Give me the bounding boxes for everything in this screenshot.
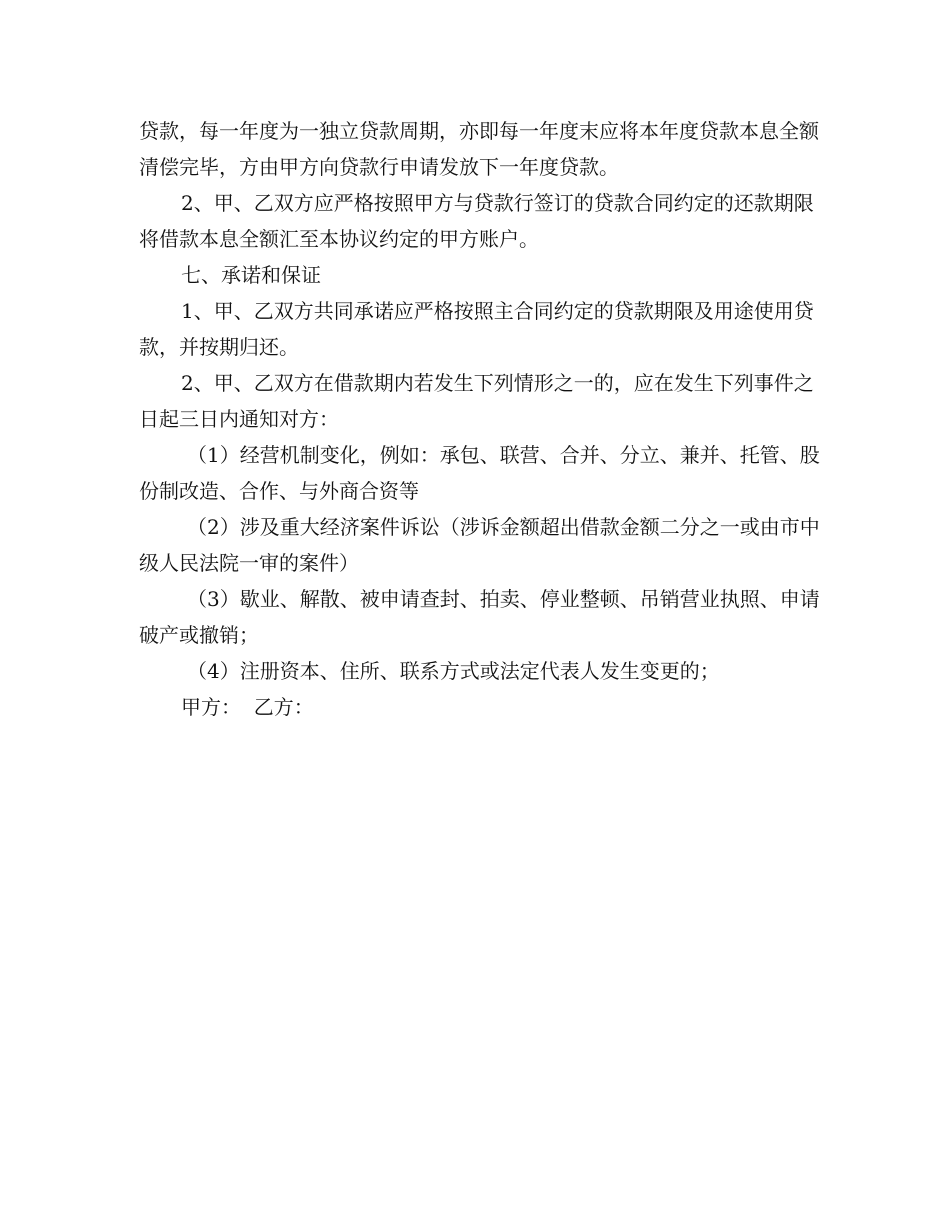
paragraph-loan-cycle: 贷款，每一年度为一独立贷款周期，亦即每一年度末应将本年度贷款本息全额清偿完毕，方由甲方向贷款行申请发放下一年度贷款。 — [139, 119, 819, 179]
list-item-2: （2）涉及重大经济案件诉讼（涉诉金额超出借款金额二分之一或由市中级人民法院一审的案件） — [139, 515, 820, 575]
paragraph-commitment-1: 1、甲、乙双方共同承诺应严格按照主合同约定的贷款期限及用途使用贷款，并按期归还。 — [139, 299, 814, 359]
signature-line: 甲方： 乙方： — [181, 695, 314, 719]
section-heading-commitments: 七、承诺和保证 — [181, 263, 321, 287]
list-item-1: （1）经营机制变化，例如：承包、联营、合并、分立、兼并、托管、股份制改造、合作、与外商合资等 — [139, 443, 820, 503]
list-item-4: （4）注册资本、住所、联系方式或法定代表人发生变更的； — [187, 659, 720, 683]
paragraph-commitment-2: 2、甲、乙双方在借款期内若发生下列情形之一的，应在发生下列事件之日起三日内通知对方： — [139, 371, 814, 431]
list-item-3: （3）歇业、解散、被申请查封、拍卖、停业整顿、吊销营业执照、申请破产或撤销； — [139, 587, 820, 647]
document-body — [139, 113, 829, 725]
paragraph-repayment-clause: 2、甲、乙双方应严格按照甲方与贷款行签订的贷款合同约定的还款期限将借款本息全额汇至本协议约定的甲方账户。 — [139, 191, 814, 251]
